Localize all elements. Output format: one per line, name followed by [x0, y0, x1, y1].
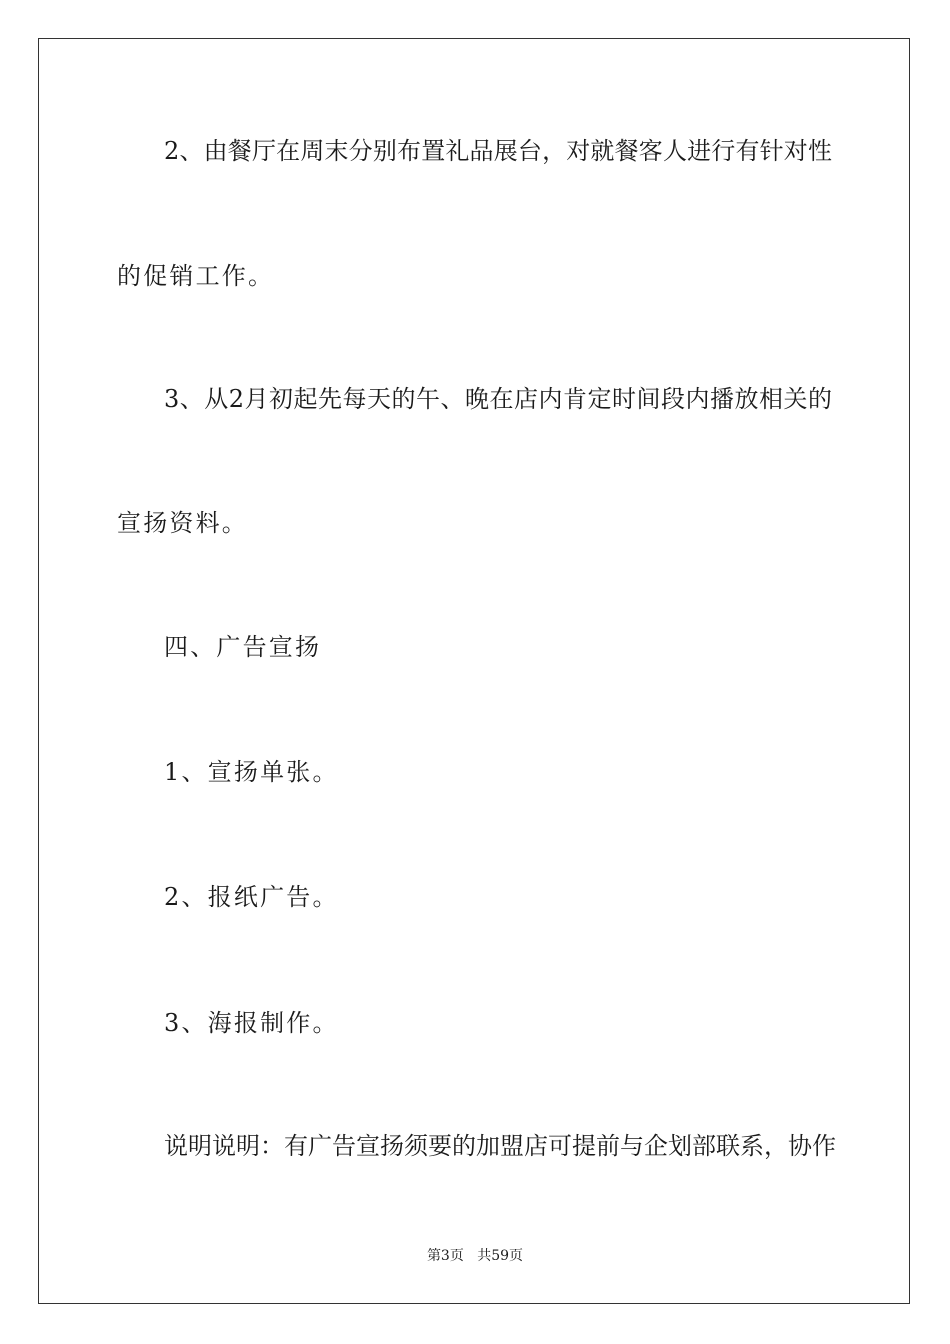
page-number: 第3页: [426, 1248, 464, 1264]
paragraph-line: 2、由餐厅在周末分别布置礼品展台，对就餐客人进行有针对性: [164, 137, 832, 165]
section-heading: 四、广告宣扬: [164, 633, 322, 661]
paragraph-line: 的促销工作。: [117, 262, 275, 290]
paragraph-line: 说明说明：有广告宣扬须要的加盟店可提前与企划部联系，协作: [164, 1132, 836, 1160]
list-item: 2、报纸广告。: [164, 883, 339, 911]
paragraph-line: 3、从2月初起先每天的午、晚在店内肯定时间段内播放相关的: [164, 385, 832, 413]
list-item: 1、宣扬单张。: [164, 758, 339, 786]
page-footer: [0, 1247, 950, 1265]
page-border: [38, 38, 910, 1304]
paragraph-line: 宣扬资料。: [117, 509, 248, 537]
list-item: 3、海报制作。: [164, 1009, 339, 1037]
total-pages: 共59页: [477, 1248, 524, 1264]
